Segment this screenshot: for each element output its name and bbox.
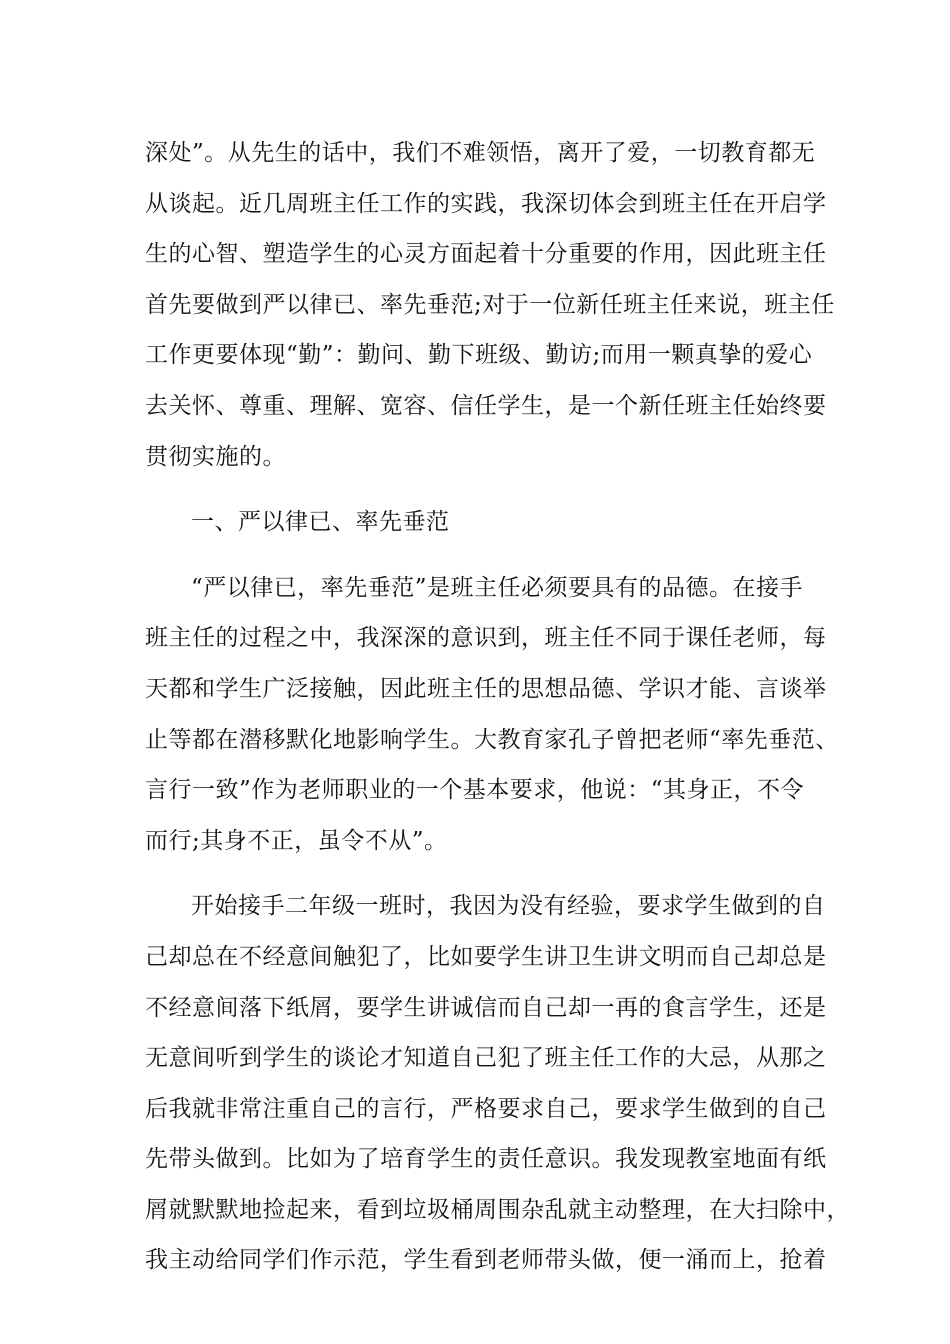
text-line: 班主任的过程之中，我深深的意识到，班主任不同于课任老师，每	[145, 625, 827, 652]
text-line: 无意间听到学生的谈论才知道自己犯了班主任工作的大忌，从那之	[145, 1045, 827, 1072]
paragraph-gap	[145, 866, 810, 881]
text-line: 贯彻实施的。	[145, 443, 286, 470]
section-heading: 一、严以律已、率先垂范	[191, 509, 450, 536]
text-line: 不经意间落下纸屑，要学生讲诚信而自己却一再的食言学生，还是	[145, 994, 827, 1021]
text-line: 从谈起。近几周班主任工作的实践，我深切体会到班主任在开启学	[145, 190, 827, 217]
text-line: 言行一致”作为老师职业的一个基本要求，他说：“其身正，不令	[145, 777, 805, 804]
text-line: 首先要做到严以律已、率先垂范;对于一位新任班主任来说，班主任	[145, 291, 835, 318]
text-line: 而行;其身不正，虽令不从”。	[145, 827, 448, 854]
text-line: 深处”。从先生的话中，我们不难领悟，离开了爱，一切教育都无	[145, 140, 816, 166]
paragraph-gap	[145, 548, 810, 563]
text-line: “严以律已，率先垂范”是班主任必须要具有的品德。在接手	[191, 574, 804, 601]
text-line: 后我就非常注重自己的言行，严格要求自己，要求学生做到的自己	[145, 1095, 827, 1122]
text-line: 我主动给同学们作示范，学生看到老师带头做，便一涌而上，抢着	[145, 1247, 827, 1274]
text-line: 己却总在不经意间触犯了，比如要学生讲卫生讲文明而自己却总是	[145, 943, 827, 970]
text-line: 工作更要体现“勤”：勤问、勤下班级、勤访;而用一颗真挚的爱心	[145, 342, 813, 369]
paragraph-gap	[145, 482, 810, 497]
text-line: 止等都在潜移默化地影响学生。大教育家孔子曾把老师“率先垂范、	[145, 726, 839, 753]
text-line: 生的心智、塑造学生的心灵方面起着十分重要的作用，因此班主任	[145, 241, 827, 268]
text-line: 开始接手二年级一班时，我因为没有经验，要求学生做到的自	[191, 893, 826, 920]
text-line: 屑就默默地捡起来，看到垃圾桶周围杂乱就主动整理，在大扫除中，	[145, 1196, 850, 1223]
text-line: 天都和学生广泛接触，因此班主任的思想品德、学识才能、言谈举	[145, 675, 827, 702]
text-line: 去关怀、尊重、理解、宽容、信任学生，是一个新任班主任始终要	[145, 392, 827, 419]
text-line: 先带头做到。比如为了培育学生的责任意识。我发现教室地面有纸	[145, 1146, 827, 1173]
document-body	[145, 128, 850, 1286]
